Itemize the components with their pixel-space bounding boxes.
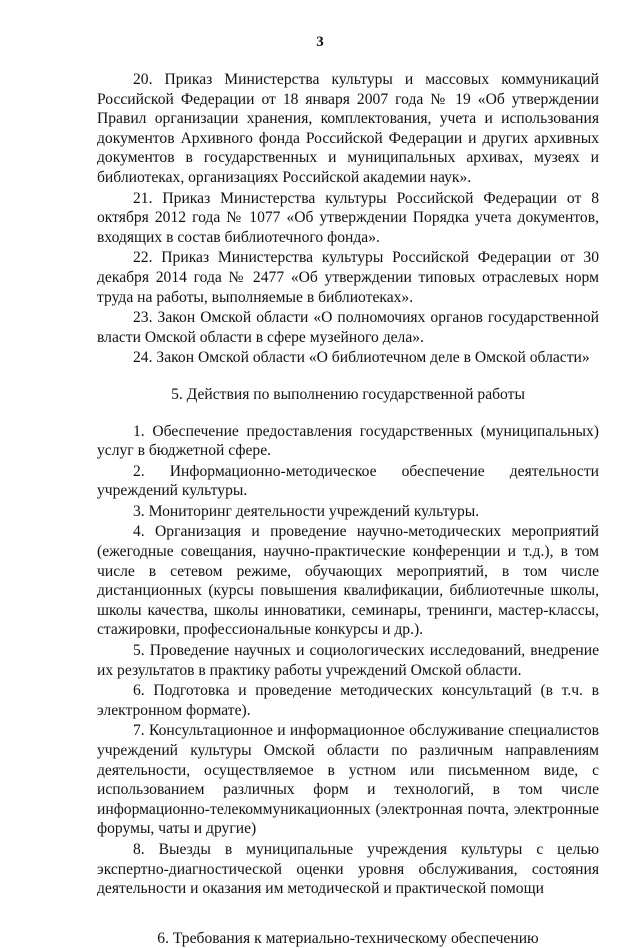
page-number: 3 (316, 34, 324, 50)
section-6-heading: 6. Требования к материально-техническому обеспечению (157, 929, 539, 947)
section-5-item-6: 6. Подготовка и проведение методических консультаций (в т.ч. в электронном формате). (97, 682, 599, 719)
section-5-item-8: 8. Выезды в муниципальные учреждения культуры с целью экспертно-диагностической оценки уровня обслуживания, состояния деятельности и оказания им методической и практической помощи (97, 840, 599, 898)
document-body (97, 70, 599, 948)
section-5-item-1: 1. Обеспечение предоставления государственных (муниципальных) услуг в бюджетной сфере. (97, 422, 599, 460)
section-5-item-3: 3. Мониторинг деятельности учреждений культуры. (133, 502, 480, 520)
legal-act-24: 24. Закон Омской области «О библиотечном деле в Омской области» (133, 349, 590, 367)
section-5-item-5: 5. Проведение научных и социологических исследований, внедрение их результатов в практику работы учреждений Омской области. (97, 642, 599, 679)
section-5-item-4: 4. Организация и проведение научно-методических мероприятий (ежегодные совещания, научно-практические конференции и т.д.), в том числе в сетевом режиме, обучающих мероприятий, в том числе дистанционных (курсы повышения квалификации, библиотечные школы, школы качества, школы инноватики, семинары, тренинги, мастер-классы, стажировки, профессиональные конкурсы и др.). (97, 523, 599, 639)
legal-act-21: 21. Приказ Министерства культуры Российской Федерации от 8 октября 2012 года № 1077 «Об утверждении Порядка учета документов, входящих в состав библиотечного фонда». (97, 189, 599, 246)
legal-act-23: 23. Закон Омской области «О полномочиях органов государственной власти Омской области в сфере музейного дела». (97, 309, 599, 346)
legal-act-22: 22. Приказ Министерства культуры Российской Федерации от 30 декабря 2014 года № 2477 «Об утверждении типовых отраслевых норм труда на работы, выполняемые в библиотеках». (97, 249, 599, 306)
section-5-heading: 5. Действия по выполнению государственной работы (171, 385, 525, 403)
legal-act-20: 20. Приказ Министерства культуры и массовых коммуникаций Российской Федерации от 18 января 2007 года № 19 «Об утверждении Правил организации хранения, комплектования, учета и использования документов Архивного фонда Российской Федерации и других архивных документов в государственных и муниципальных архивах, музеях и библиотеках, организациях Российской академии наук». (97, 71, 599, 186)
section-5-item-7: 7. Консультационное и информационное обслуживание специалистов учреждений культуры Омской области по различным направлениям деятельности, осуществляемое в устном или письменном виде, с использованием различных форм и технологий, в том числе информационно-телекоммуникационных (электронная почта, электронные форумы, чаты и другие) (97, 722, 599, 838)
section-5-item-2: 2. Информационно-методическое обеспечение деятельности учреждений культуры. (97, 462, 599, 500)
